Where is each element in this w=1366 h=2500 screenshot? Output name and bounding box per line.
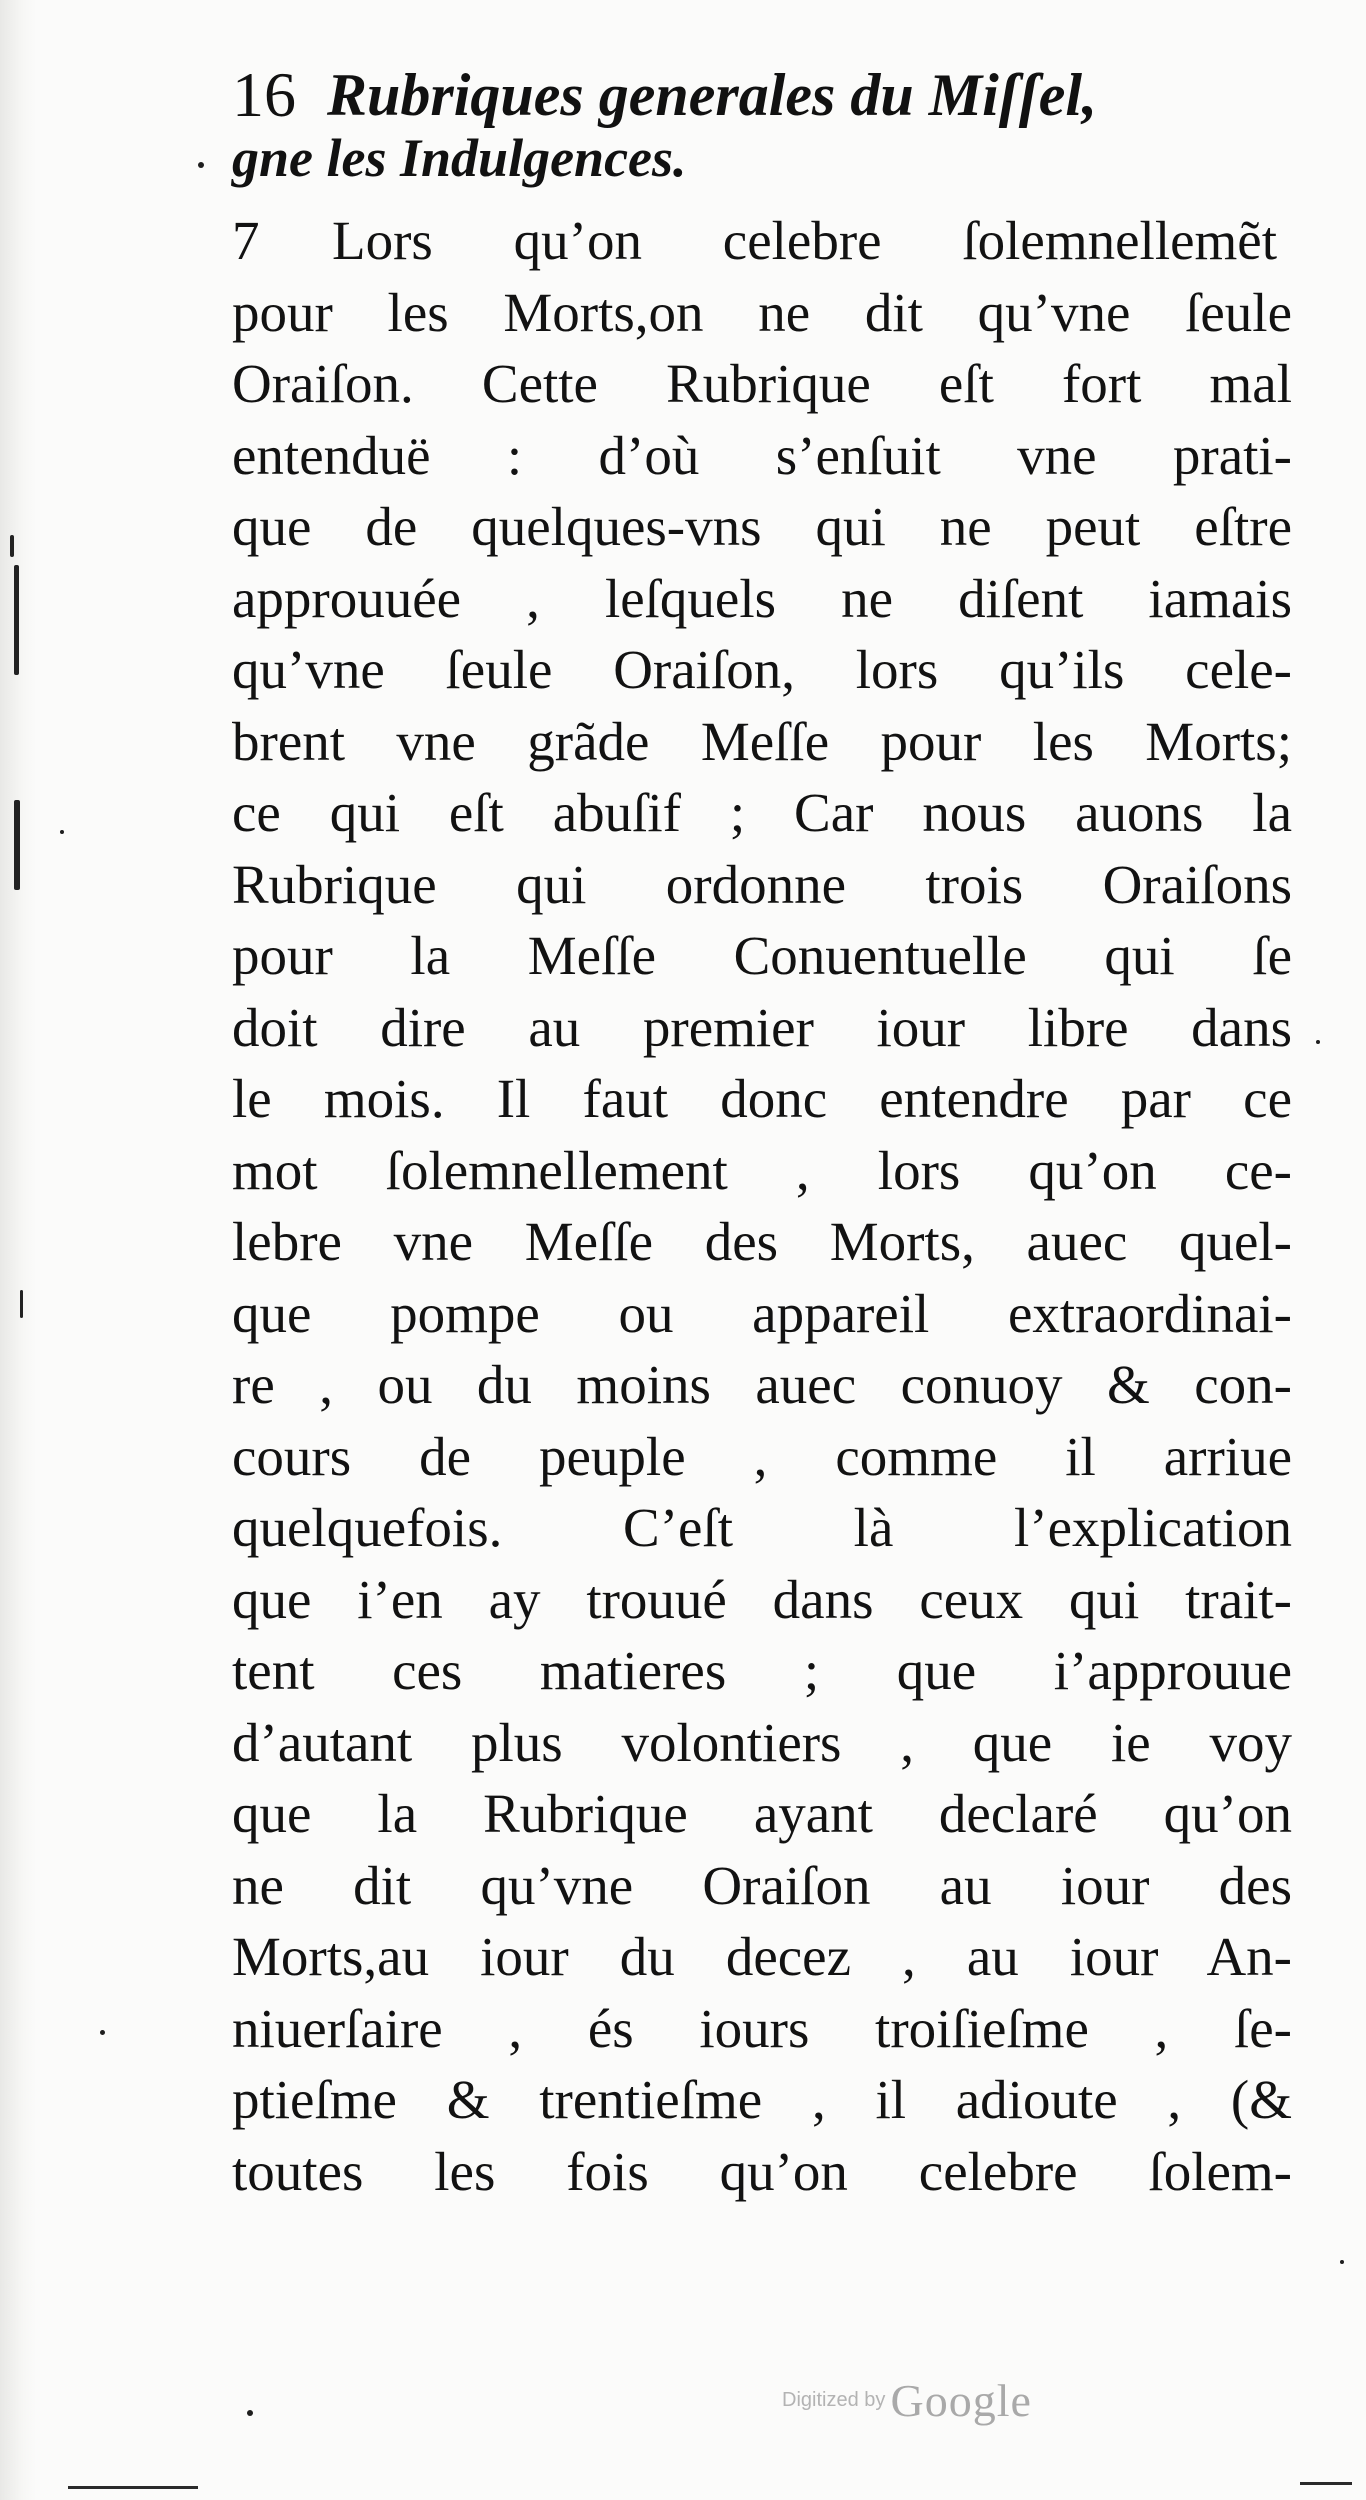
text-line: approuuée , leſquels ne diſent iamais: [232, 567, 1292, 629]
body-text: [232, 205, 1292, 2207]
binding-gutter: [0, 0, 36, 2500]
text-line: cours de peuple , comme il arriue: [232, 1425, 1292, 1487]
text-line: pour les Morts,on ne dit qu’vne ſeule: [232, 281, 1292, 343]
text-line: que de quelques-vns qui ne peut eſtre: [232, 496, 1292, 557]
text-line: d’autant plus volontiers , que ie voy: [232, 1711, 1292, 1773]
text-line: Rubrique qui ordonne trois Oraiſons: [232, 853, 1292, 915]
gutter-mark: [20, 1290, 23, 1318]
text-line: entenduë : d’où s’enſuit vne prati-: [232, 424, 1292, 486]
text-line: brent vne grãde Meſſe pour les Morts;: [232, 710, 1292, 772]
bottom-edge-line: [68, 2486, 198, 2489]
text-line: re , ou du moins auec conuoy & con-: [232, 1354, 1292, 1415]
watermark-prefix: Digitized by: [782, 2389, 886, 2411]
text-line: [232, 205, 1292, 277]
bottom-edge-line: [1300, 2482, 1352, 2485]
text-line: tent ces matieres ; que i’approuue: [232, 1640, 1292, 1701]
scan-speck: [100, 2030, 105, 2035]
text-line: Morts,au iour du decez , au iour An-: [232, 1926, 1292, 1987]
text-line: ptieſme & trentieſme , il adioute , (&: [232, 2069, 1292, 2130]
watermark-brand: Google: [890, 2375, 1032, 2426]
text-line: que la Rubrique ayant declaré qu’on: [232, 1783, 1292, 1844]
text-line: doit dire au premier iour libre dans: [232, 996, 1292, 1058]
page-number: 16: [232, 59, 296, 130]
text-line: niuerſaire , és iours troiſieſme , ſe-: [232, 1997, 1292, 2059]
text-line: quelquefois. C’eſt là l’explication: [232, 1497, 1292, 1558]
section-subtitle: gne les Indulgences.: [232, 128, 687, 188]
text-line: que i’en ay trouué dans ceux qui trait-: [232, 1568, 1292, 1630]
running-title: Rubriques generales du Miſſel,: [327, 62, 1098, 128]
text-line: ne dit qu’vne Oraiſon au iour des: [232, 1854, 1292, 1916]
text-line: lebre vne Meſſe des Morts, auec quel-: [232, 1211, 1292, 1272]
text-line: le mois. Il faut donc entendre par ce: [232, 1068, 1292, 1129]
text-line: mot ſolemnellement , lors qu’on ce-: [232, 1139, 1292, 1201]
gutter-mark: [14, 565, 19, 675]
gutter-mark: [14, 800, 20, 890]
text-line: Oraiſon. Cette Rubrique eſt fort mal: [232, 353, 1292, 414]
scan-speck: [1316, 1040, 1320, 1044]
text-line: qu’vne ſeule Oraiſon, lors qu’ils cele-: [232, 639, 1292, 700]
text-line: ce qui eſt abuſif ; Car nous auons la: [232, 782, 1292, 843]
scan-speck: [198, 162, 204, 168]
text-line: pour la Meſſe Conuentuelle qui ſe: [232, 925, 1292, 986]
scan-speck: [247, 2410, 253, 2416]
text-line: que pompe ou appareil extraordinai-: [232, 1282, 1292, 1344]
paragraph-number: 7: [232, 210, 260, 271]
digitization-watermark: [782, 2374, 1102, 2434]
gutter-mark: [10, 535, 14, 557]
text-line: toutes les fois qu’on celebre ſolem-: [232, 2140, 1292, 2202]
scan-speck: [1340, 2260, 1344, 2264]
text-line-content: Lors qu’on celebre ſolemnellemẽt: [332, 210, 1277, 271]
scan-speck: [60, 830, 64, 834]
